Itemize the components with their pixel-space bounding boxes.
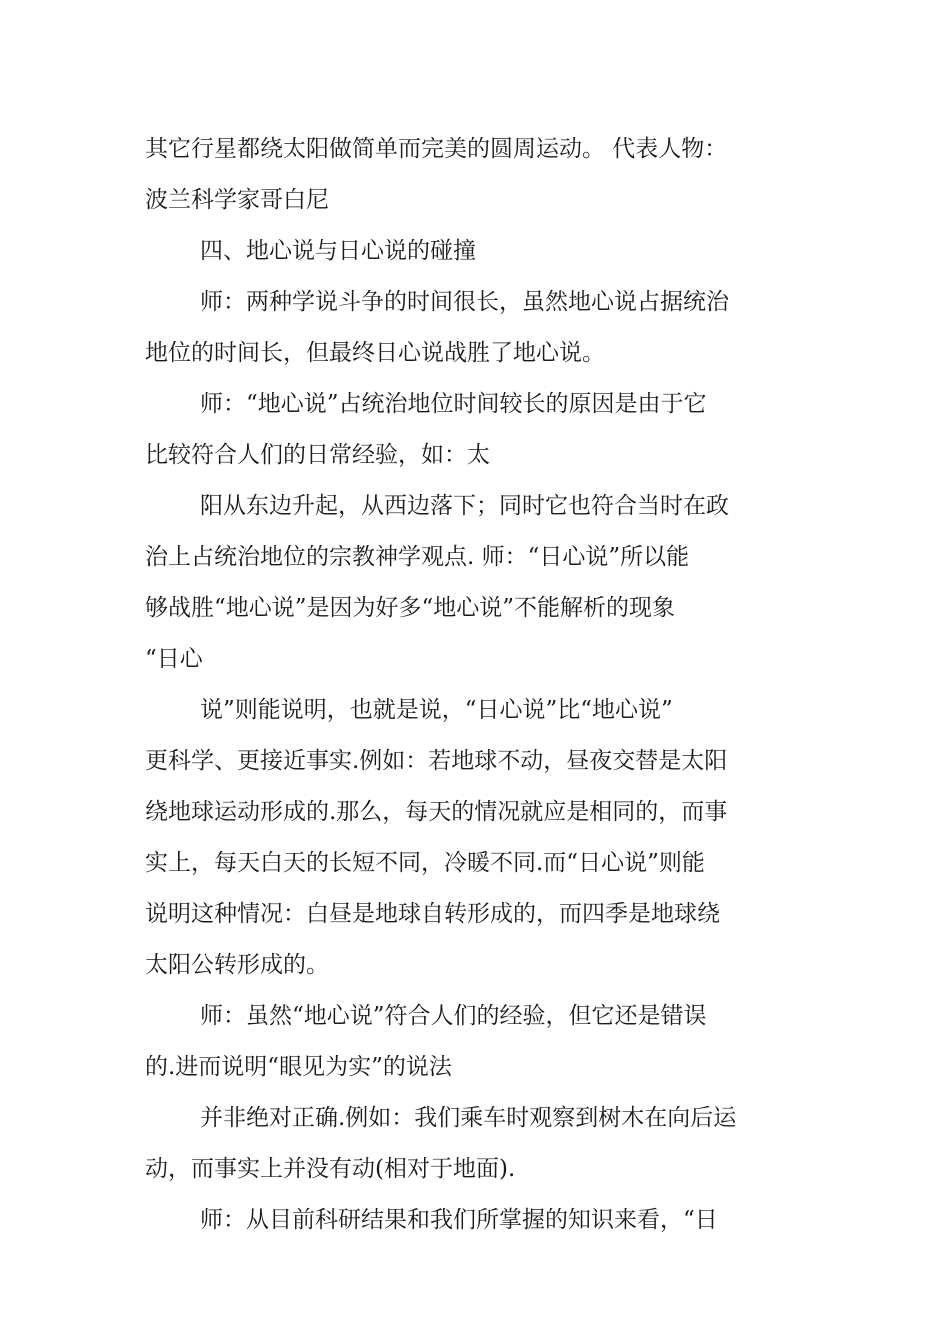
text-line: 动，而事实上并没有动(相对于地面). [145, 1156, 516, 1182]
text-line: 其它行星都绕太阳做简单而完美的圆周运动。 代表人物： [145, 136, 728, 162]
text-line: 够战胜“地心说”是因为好多“地心说”不能解析的现象 [145, 595, 676, 621]
text-line: 更科学、更接近事实.例如：若地球不动，昼夜交替是太阳 [145, 748, 728, 774]
text-line: 师：两种学说斗争的时间很长，虽然地心说占据统治 [200, 289, 729, 315]
text-line: 师：“地心说”占统治地位时间较长的原因是由于它 [200, 391, 707, 417]
text-line: 阳从东边升起，从西边落下；同时它也符合当时在政 [200, 493, 729, 519]
text-line: 实上，每天白天的长短不同，冷暖不同.而“日心说”则能 [145, 850, 705, 876]
text-line: 波兰科学家哥白尼 [145, 187, 329, 213]
text-line: 地位的时间长，但最终日心说战胜了地心说。 [145, 340, 605, 366]
text-line: 太阳公转形成的。 [145, 952, 329, 978]
text-line: 说”则能说明，也就是说，“日心说”比“地心说” [200, 697, 673, 723]
text-line: 师：虽然“地心说”符合人们的经验，但它还是错误 [200, 1003, 707, 1029]
text-line: 绕地球运动形成的.那么，每天的情况就应是相同的，而事 [145, 799, 728, 825]
section-heading: 四、地心说与日心说的碰撞 [200, 238, 476, 264]
text-line: “日心 [145, 646, 203, 672]
text-line: 治上占统治地位的宗教神学观点. 师：“日心说”所以能 [145, 544, 690, 570]
text-line: 师：从目前科研结果和我们所掌握的知识来看，“日 [200, 1207, 718, 1233]
text-line: 比较符合人们的日常经验，如：太 [145, 442, 490, 468]
text-line: 并非绝对正确.例如：我们乘车时观察到树木在向后运 [200, 1105, 737, 1131]
document-body [145, 124, 810, 1246]
text-line: 的.进而说明“眼见为实”的说法 [145, 1054, 452, 1080]
text-line: 说明这种情况：白昼是地球自转形成的，而四季是地球绕 [145, 901, 720, 927]
